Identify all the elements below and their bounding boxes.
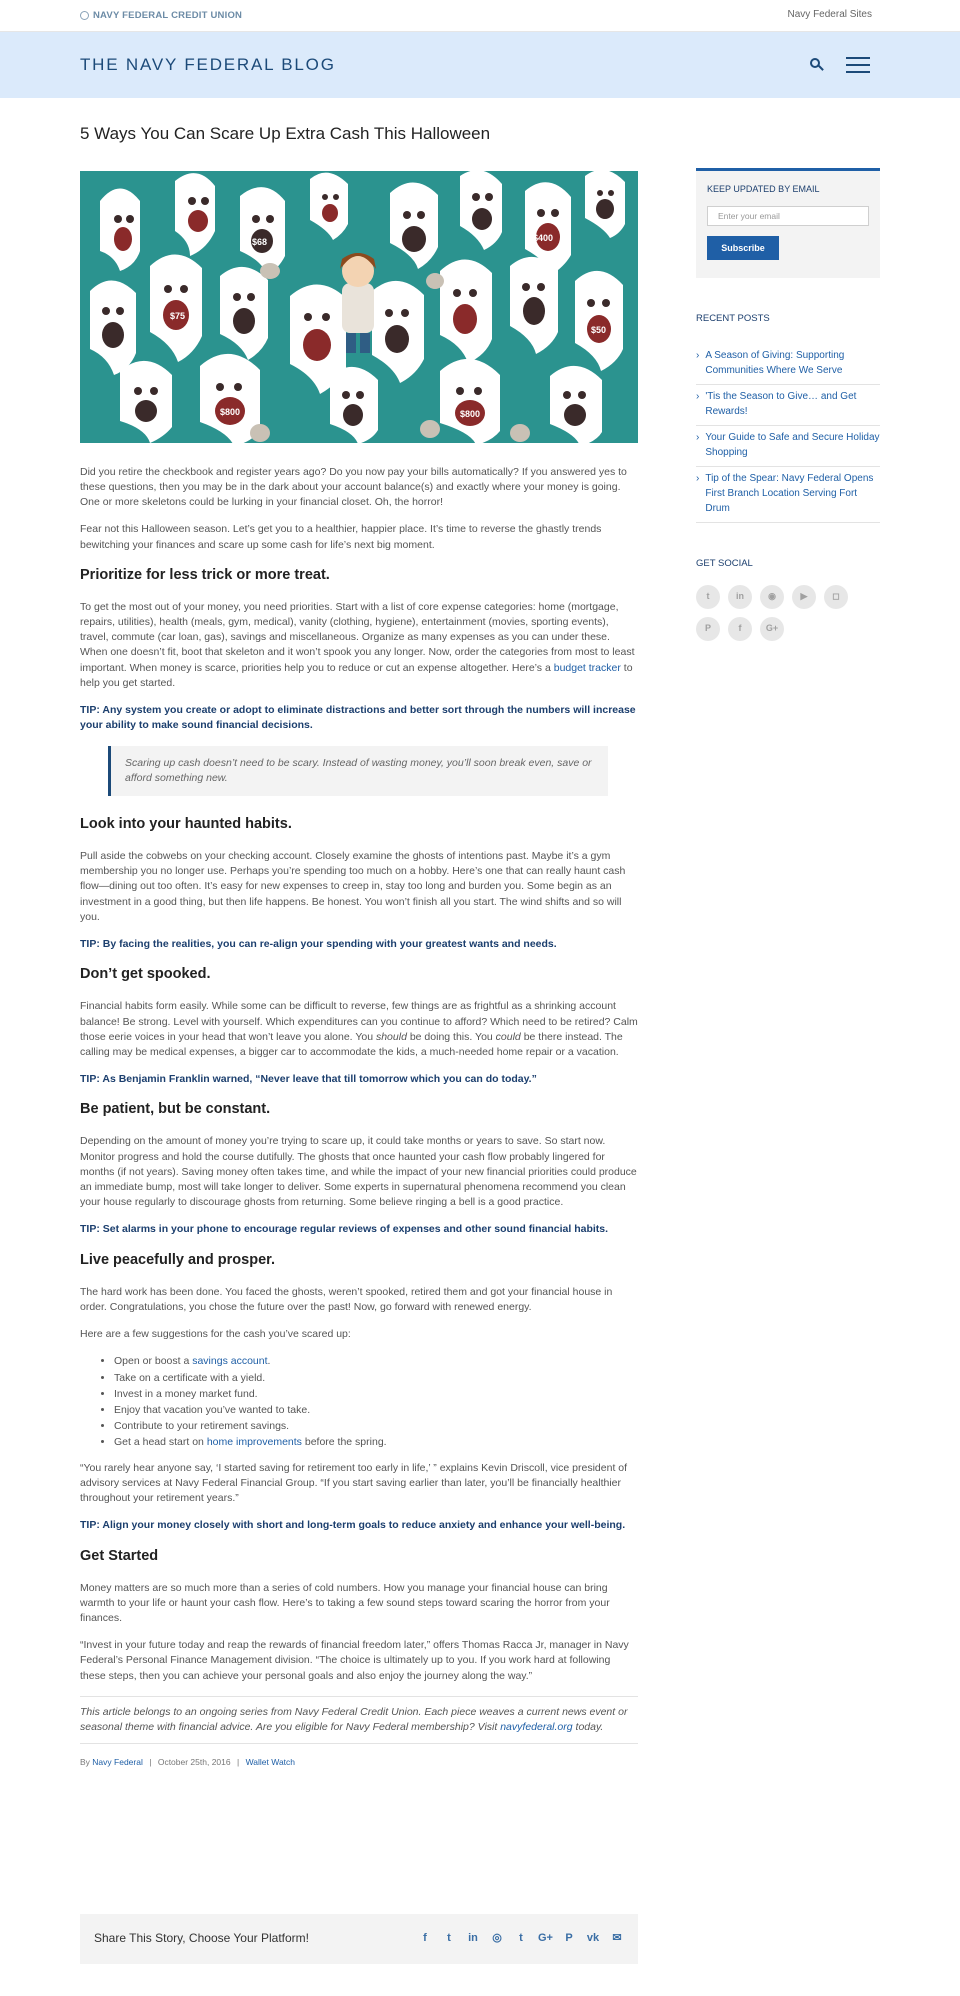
linkedin-icon[interactable]: in: [728, 585, 752, 609]
pinterest-icon[interactable]: P: [565, 1932, 573, 1945]
recent-post-link[interactable]: 'Tis the Season to Give… and Get Rewards!: [705, 390, 857, 417]
hero-label: $75: [170, 310, 186, 321]
subscribe-heading: KEEP UPDATED BY EMAIL: [707, 184, 820, 194]
youtube-icon[interactable]: ▶: [792, 585, 816, 609]
brand-logo[interactable]: [80, 9, 242, 23]
chevron-right-icon: ›: [696, 472, 700, 484]
email-icon[interactable]: ✉: [612, 1932, 622, 1945]
linkedin-icon[interactable]: in: [468, 1932, 478, 1945]
author-link[interactable]: Navy Federal: [92, 1757, 143, 1768]
twitter-icon[interactable]: t: [696, 585, 720, 609]
rss-icon[interactable]: ◉: [760, 585, 784, 609]
email-field[interactable]: [707, 206, 869, 226]
list-item: • Enjoy that vacation you’ve wanted to take.: [114, 1403, 638, 1418]
twitter-icon[interactable]: t: [447, 1932, 451, 1945]
tip-5: TIP: Align your money closely with short and long-term goals to reduce anxiety and enhance your well-being.: [80, 1519, 626, 1532]
hero-label: $800: [460, 408, 481, 419]
blog-header: [0, 32, 960, 98]
chevron-right-icon: ›: [696, 390, 700, 402]
list-item: [696, 344, 880, 385]
paragraph-driscoll-quote: “You rarely hear anyone say, ‘I started saving for retirement too early in life,’ ” explains Kevin Driscoll, vice president of advisory services at Navy Federal Financial Group. “If you start saving earlier than later, you’ll be financially healthier throughout your retirement years.”: [80, 1461, 628, 1505]
subscribe-button[interactable]: Subscribe: [707, 236, 779, 260]
recent-posts-list: [696, 344, 880, 523]
subscribe-widget: [696, 168, 880, 278]
paragraph-suggestions-intro: Here are a few suggestions for the cash you’ve scared up:: [80, 1328, 351, 1341]
suggestions-list: [114, 1354, 638, 1450]
pinterest-icon[interactable]: P: [696, 617, 720, 641]
brand-name: NAVY FEDERAL CREDIT UNION: [93, 9, 243, 21]
share-box: [80, 1914, 638, 1964]
list-item: • Take on a certificate with a yield.: [114, 1371, 638, 1386]
hero-label: $68: [252, 236, 268, 247]
heading-haunted-habits: Look into your haunted habits.: [80, 815, 292, 832]
list-item: • Contribute to your retirement savings.: [114, 1419, 638, 1434]
list-item: [696, 467, 880, 523]
tip-3: TIP: As Benjamin Franklin warned, “Never leave that till tomorrow which you can do today.”: [80, 1073, 537, 1086]
top-bar: [0, 0, 960, 32]
article: [80, 122, 638, 1769]
chevron-right-icon: ›: [696, 431, 700, 443]
tip-1: TIP: Any system you create or adopt to eliminate distractions and better sort through the numbers will increase your ability to make sound financial decisions.: [80, 704, 636, 732]
recent-post-link[interactable]: A Season of Giving: Supporting Communities Where We Serve: [705, 349, 845, 376]
list-item: [696, 426, 880, 467]
tip-4: TIP: Set alarms in your phone to encourage regular reviews of expenses and other sound financial habits.: [80, 1223, 609, 1236]
blog-title[interactable]: THE NAVY FEDERAL BLOG: [80, 54, 336, 74]
share-title: Share This Story, Choose Your Platform!: [94, 1931, 309, 1946]
recent-post-link[interactable]: Tip of the Spear: Navy Federal Opens First Branch Location Serving Fort Drum: [705, 472, 874, 514]
budget-tracker-link[interactable]: budget tracker: [553, 661, 621, 674]
share-icons: [418, 1931, 624, 1947]
hero-label: $50: [591, 324, 607, 335]
google-plus-icon[interactable]: G+: [538, 1932, 553, 1945]
paragraph-racca-quote: “Invest in your future today and reap the rewards of financial freedom later,” offers Thomas Racca Jr, manager in Navy Federal’s Personal Finance Management division. “The choice is ultimately up to you. If you work hard at following these steps, then you can achieve your personal goals and also enjoy the journey along the way.”: [80, 1639, 629, 1682]
hero-image-halloween-ghosts: [80, 171, 638, 443]
facebook-icon[interactable]: f: [728, 617, 752, 641]
hamburger-menu-icon[interactable]: [846, 57, 870, 73]
heading-get-started: Get Started: [80, 1547, 159, 1564]
sidebar: [696, 168, 880, 641]
post-title: 5 Ways You Can Scare Up Extra Cash This Halloween: [80, 124, 491, 143]
vk-icon[interactable]: vk: [586, 1932, 600, 1945]
pull-quote-text: Scaring up cash doesn’t need to be scary. Instead of wasting money, you’ll soon break even, save or afford something new.: [125, 756, 592, 784]
list-item: • Invest in a money market fund.: [114, 1387, 638, 1402]
post-meta: By Navy Federal | October 25th, 2016 | Wallet Watch: [80, 1757, 296, 1768]
post-date: October 25th, 2016: [157, 1757, 231, 1768]
header-icons: [810, 57, 870, 73]
category-link[interactable]: Wallet Watch: [245, 1757, 296, 1768]
chevron-right-icon: ›: [696, 349, 700, 361]
heading-prioritize: Prioritize for less trick or more treat.: [80, 566, 330, 583]
series-note: This article belongs to an ongoing series from Navy Federal Credit Union. Each piece weaves a current news event or seasonal theme with financial advice. Are you eligible for Navy Federal membership? Visit navyfederal.org today.: [80, 1696, 638, 1744]
heading-dont-get-spooked: Don’t get spooked.: [80, 966, 211, 983]
paragraph-live-peacefully: The hard work has been done. You faced the ghosts, weren’t spooked, retired them and got your financial house in order. Congratulations, you chose the future over the past! Now, go forward with renewed energy.: [80, 1285, 613, 1313]
paragraph-haunted-habits: Pull aside the cobwebs on your checking account. Closely examine the ghosts of intentions past. Maybe it’s a gym membership you no longer use. Perhaps you’re spending too much on a hobby. Here’s one that can really haunt cash flow—dining out too often. It’s easy for new expenses to creep in, stay too long and burden you. Some begin as an investment in a good thing, but then life happens. Be honest. You won’t finish all you start. The wind shifts and so will you.: [80, 849, 626, 923]
heading-live-peacefully: Live peacefully and prosper.: [80, 1251, 276, 1268]
tip-2: TIP: By facing the realities, you can re-align your spending with your greatest wants and needs.: [80, 938, 557, 951]
tumblr-icon[interactable]: t: [519, 1932, 523, 1945]
paragraph-dont-get-spooked: Financial habits form easily. While some can be difficult to reverse, few things are as frightful as a shrinking account balance! Be strong. Level with yourself. Which expenditures can you continue to afford? Which need to be retired? Calm those eerie voices in your head that won’t leave you alone. You should be doing this. You could be there instead. The calling may be medical expenses, a bigger car to accommodate the kids, a much-needed home repair or a vacation.: [80, 1000, 638, 1058]
recent-posts-heading: RECENT POSTS: [696, 313, 770, 324]
intro-paragraph-2: Fear not this Halloween season. Let’s get you to a healthier, happier place. It’s time to reverse the ghastly trends bewitching your finances and scare up some cash for life’s next big moment.: [80, 523, 602, 551]
intro-paragraph-1: Did you retire the checkbook and register years ago? Do you now pay your bills automatically? If you answered yes to these questions, then you may be in the dark about your account balance(s) and exactly where your money is going. One or more skeletons could be lurking in your financial closet. Oh, the horror!: [80, 465, 627, 509]
paragraph-be-patient: Depending on the amount of money you’re trying to scare up, it could take months or years to save. So start now. Monitor progress and hold the course dutifully. The ghosts that once haunted your cash flow probably lingered for months (if not years). Saving money often takes time, and while the impact of your new financial priorities could produce an immediate bump, most will take longer to deliver. Some experts in supernatural phenomena recommend you clean your house regularly to discourage ghosts from returning. Some believe ringing a bell is a good practice.: [80, 1135, 637, 1209]
get-social-heading: GET SOCIAL: [696, 557, 753, 569]
savings-account-link[interactable]: savings account: [192, 1355, 268, 1368]
facebook-icon[interactable]: f: [423, 1932, 427, 1945]
list-item: • Get a head start on home improvements before the spring.: [114, 1435, 638, 1450]
navyfederal-link[interactable]: navyfederal.org: [500, 1721, 573, 1734]
heading-be-patient: Be patient, but be constant.: [80, 1101, 271, 1118]
instagram-icon[interactable]: ◻: [824, 585, 848, 609]
google-plus-icon[interactable]: G+: [760, 617, 784, 641]
paragraph-get-started: Money matters are so much more than a series of cold numbers. How you manage your financial house can bring warmth to your life or haunt your cash flow. Here’s to taking a few sound steps toward scaring the horror from your finances.: [80, 1581, 610, 1625]
paragraph-prioritize: To get the most out of your money, you need priorities. Start with a list of core expense categories: home (mortgage, repairs, utilities), health (meals, gym, medical), vanity (clothing, hygiene), entertainment (movies, sporting events), travel, commute (car loan, gas), savings and miscellaneous. Organize as many expenses as you can under these. When one doesn’t fit, boot that skeleton and it won’t spook you any longer. Now, order the categories from most to least important. When money is scarce, priorities help you to reduce or cut an expense altogether. Here’s a budget tracker to help you get started.: [80, 600, 635, 689]
pull-quote: [108, 746, 608, 796]
reddit-icon[interactable]: ◎: [492, 1932, 502, 1945]
navy-federal-sites-link[interactable]: Navy Federal Sites: [787, 9, 872, 21]
hero-label: $400: [533, 232, 554, 243]
social-icons: [696, 585, 880, 641]
hero-label: $800: [220, 406, 241, 417]
brand-logo-icon: [80, 11, 89, 20]
search-icon[interactable]: [810, 58, 824, 72]
recent-post-link[interactable]: Your Guide to Safe and Secure Holiday Shopping: [705, 431, 880, 458]
home-improvements-link[interactable]: home improvements: [206, 1436, 302, 1449]
list-item: • Open or boost a savings account.: [114, 1354, 638, 1369]
list-item: [696, 385, 880, 426]
